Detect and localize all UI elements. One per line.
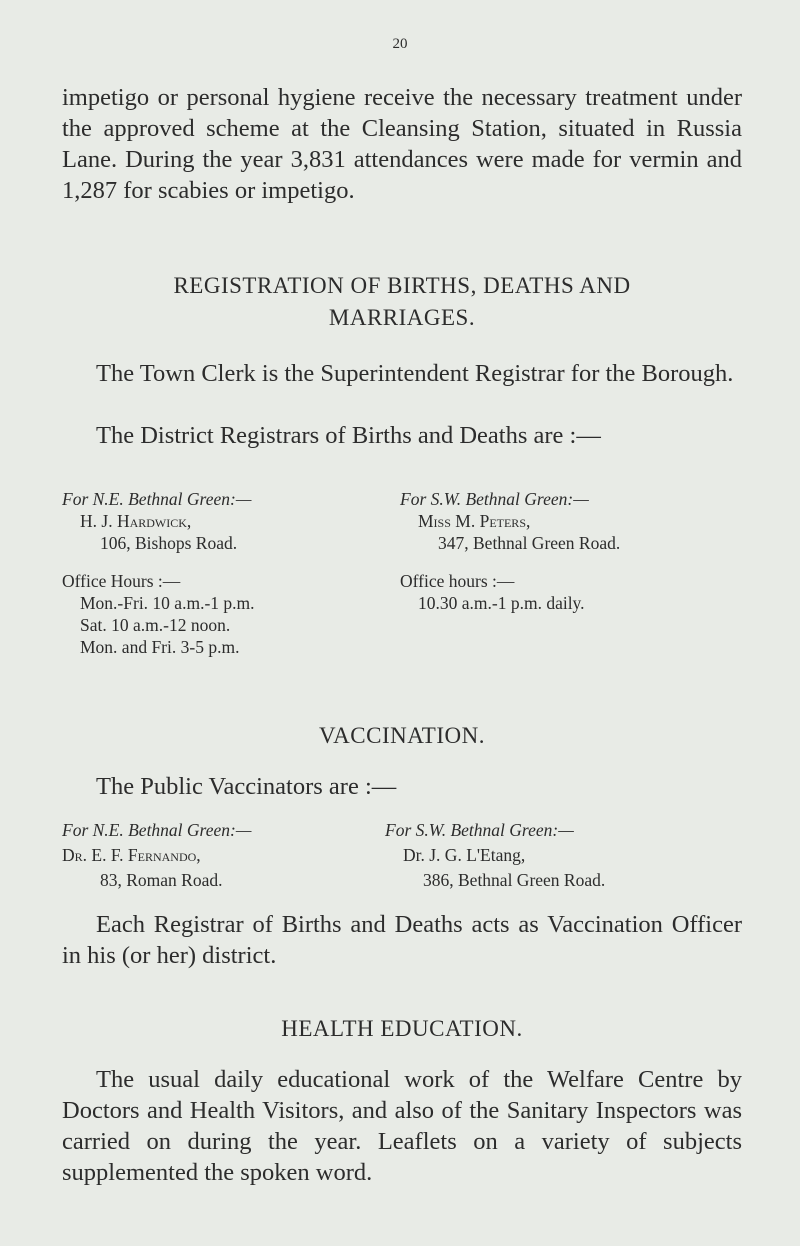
vaccinator-sw-district: For S.W. Bethnal Green:— <box>385 820 574 840</box>
registrar-ne-hours-label: Office Hours :— <box>62 571 181 591</box>
vaccinator-ne-address: 83, Roman Road. <box>100 870 223 890</box>
vaccination-closing: Each Registrar of Births and Deaths acts as Vaccination Officer in his (or her) district. <box>62 911 742 969</box>
vaccinator-sw-address: 386, Bethnal Green Road. <box>423 870 606 890</box>
vaccination-intro: The Public Vaccinators are :— <box>96 773 397 800</box>
vaccinator-ne-name: Dr. E. F. Fernando, <box>62 845 201 865</box>
registration-para2: The District Registrars of Births and Deaths are :— <box>96 422 601 449</box>
registrar-ne-hours-1: Mon.-Fri. 10 a.m.-1 p.m. <box>80 593 255 613</box>
registration-para1: The Town Clerk is the Superintendent Registrar for the Borough. <box>96 360 734 387</box>
page-number: 20 <box>392 36 408 52</box>
registrar-sw-address: 347, Bethnal Green Road. <box>438 533 621 553</box>
registrar-ne <box>62 488 382 658</box>
registration-heading-line2: MARRIAGES. <box>328 305 476 330</box>
registrar-ne-district: For N.E. Bethnal Green:— <box>62 489 252 509</box>
vaccinator-ne-district: For N.E. Bethnal Green:— <box>62 820 252 840</box>
registrar-ne-hours-2: Sat. 10 a.m.-12 noon. <box>80 615 231 635</box>
registrar-sw-name: Miss M. Peters, <box>418 511 531 531</box>
registrar-ne-name: H. J. Hardwick, <box>80 511 192 531</box>
health-education-paragraph: The usual daily educational work of the Welfare Centre by Doctors and Health Visitors, and also of the Sanitary Inspectors was carried on during the year. Leaflets on a variety of subjects supplemented the spoken word. <box>62 1066 742 1186</box>
registration-heading <box>62 270 742 334</box>
registrar-sw <box>400 488 760 614</box>
registrar-ne-address: 106, Bishops Road. <box>100 533 238 553</box>
health-education-heading: HEALTH EDUCATION. <box>281 1016 523 1041</box>
registration-heading-line1: REGISTRATION OF BIRTHS, DEATHS AND <box>173 273 631 298</box>
registrar-sw-hours-label: Office hours :— <box>400 571 515 591</box>
registrar-ne-hours-3: Mon. and Fri. 3-5 p.m. <box>80 637 240 657</box>
vaccination-heading: VACCINATION. <box>319 723 485 748</box>
vaccinator-sw <box>385 818 765 893</box>
vaccinator-ne <box>62 818 382 893</box>
registrar-sw-district: For S.W. Bethnal Green:— <box>400 489 589 509</box>
registrar-sw-hours-1: 10.30 a.m.-1 p.m. daily. <box>418 593 585 613</box>
vaccinator-sw-name: Dr. J. G. L'Etang, <box>403 845 526 865</box>
intro-paragraph: impetigo or personal hygiene receive the necessary treatment under the approved scheme at the Cleansing Station, situated in Russia Lane. During the year 3,831 attendances were made for vermin and 1,287 for scabies or impetigo. <box>62 84 742 204</box>
